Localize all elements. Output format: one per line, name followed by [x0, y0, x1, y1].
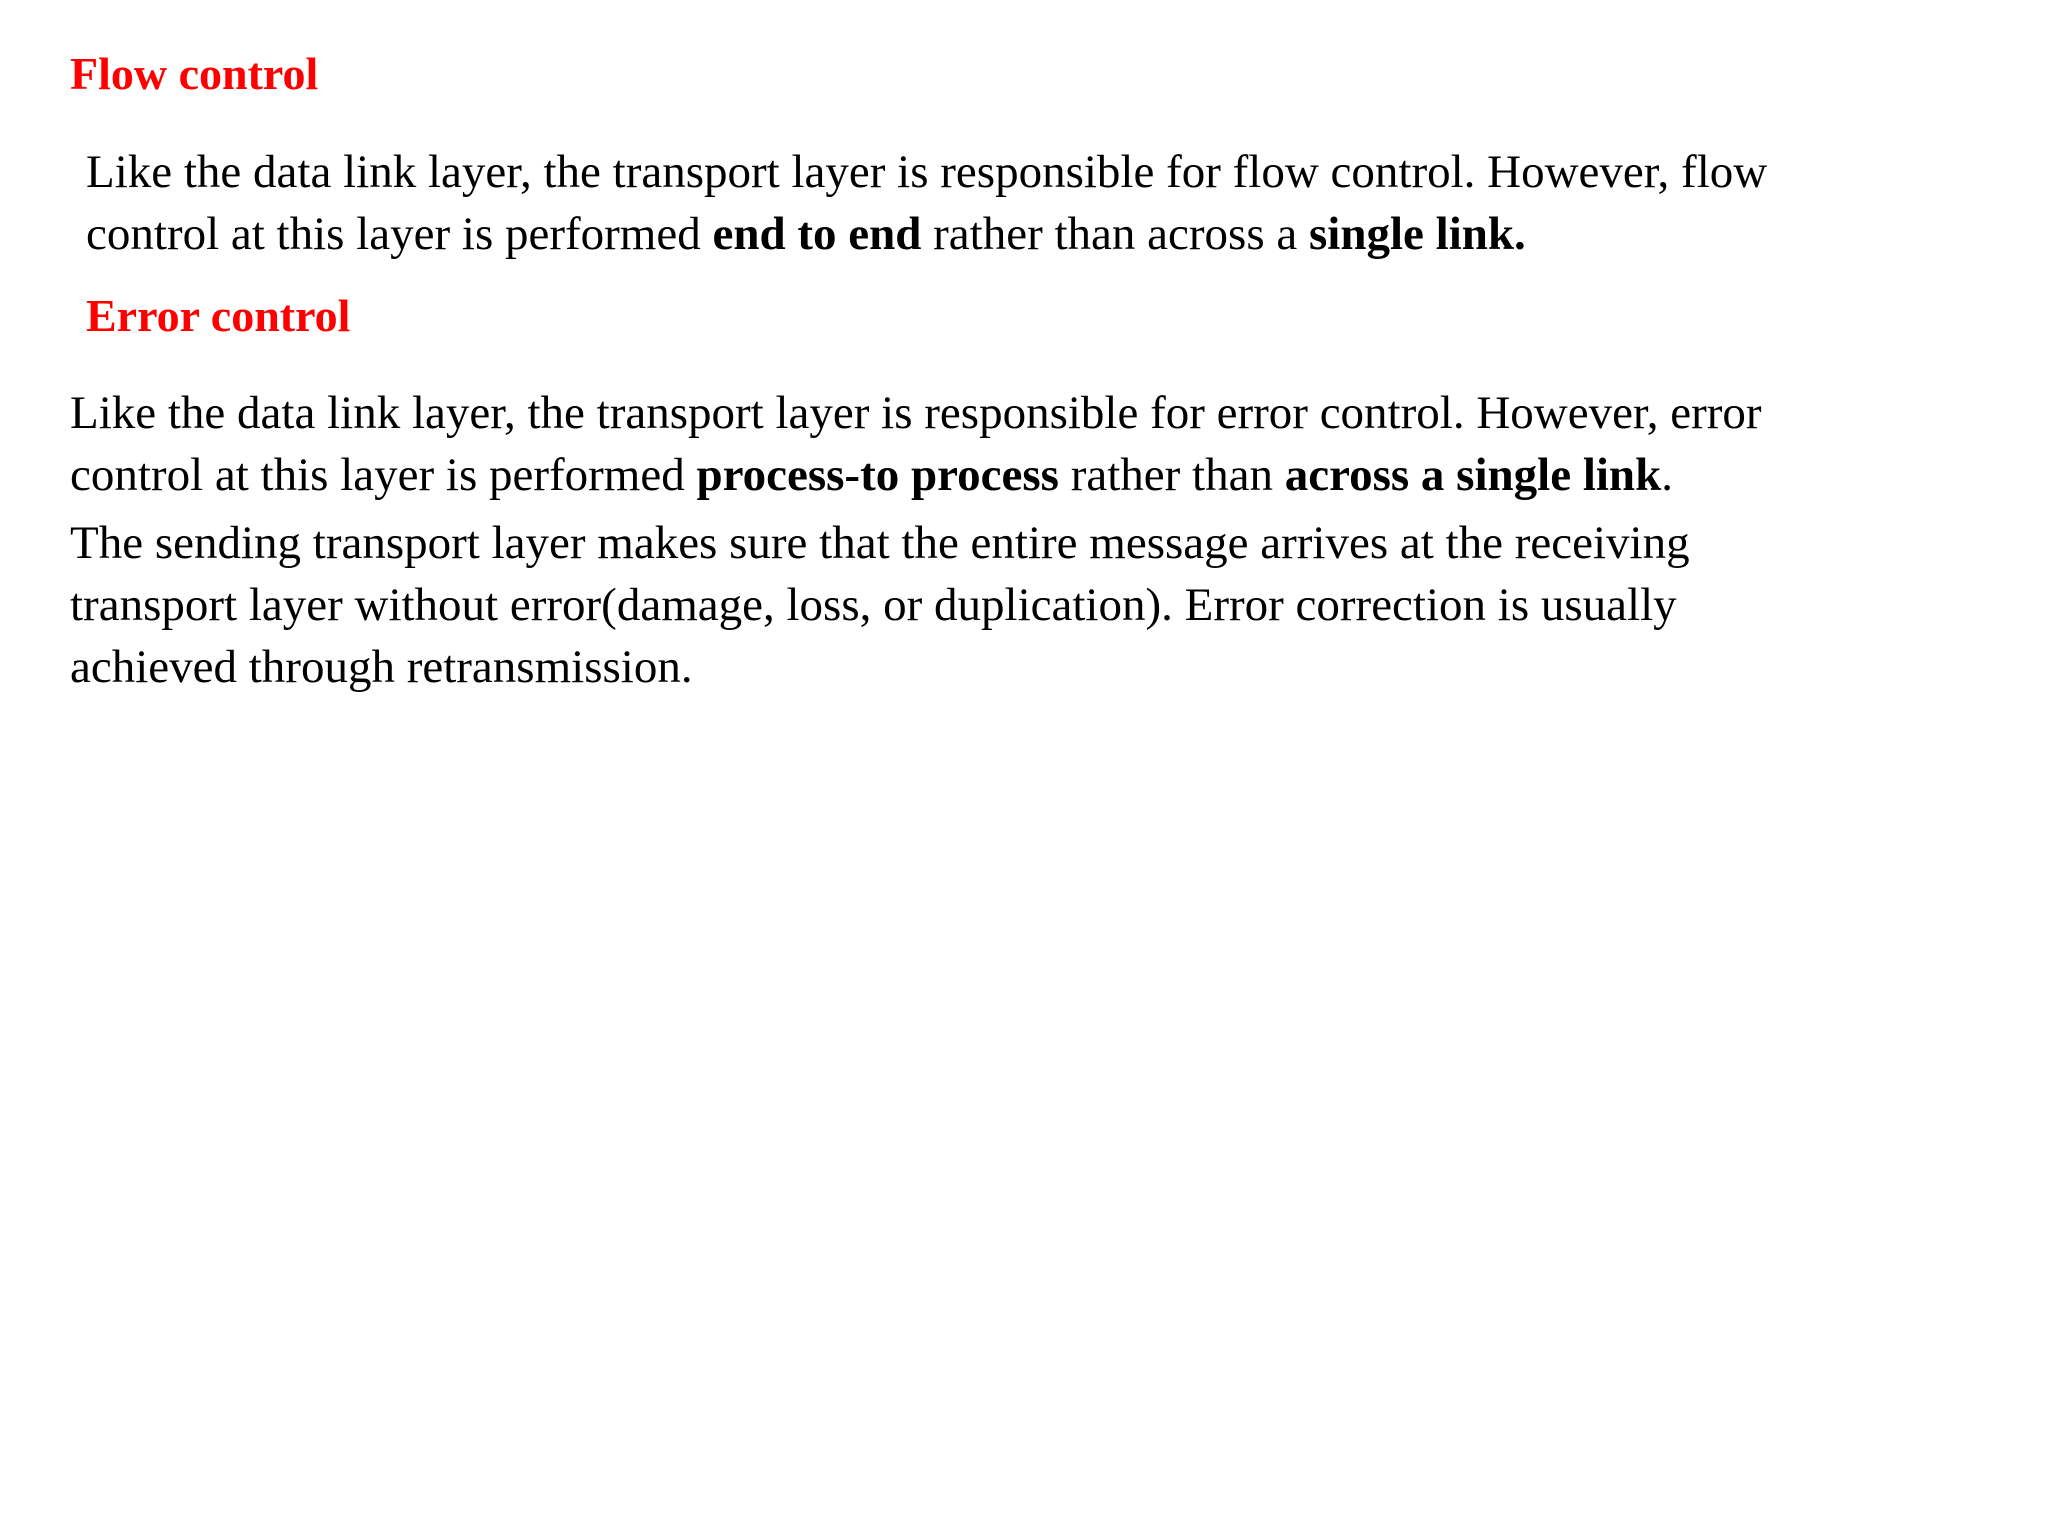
flow-bold-end-to-end: end to end — [712, 208, 922, 260]
flow-line2-text: control at this layer is performed — [86, 208, 713, 260]
error-bold-process-to-process: process-to process — [696, 449, 1059, 501]
error-control-line-2 — [70, 444, 2000, 506]
error-line2-mid: rather than — [1058, 449, 1285, 501]
flow-control-line-2 — [86, 203, 2016, 265]
flow-bold-single-link: single link. — [1308, 208, 1526, 260]
retransmission-line-1: The sending transport layer makes sure that the entire message arrives at the receiving — [70, 517, 1690, 569]
error-line2-end: . — [1661, 449, 1673, 501]
error-control-paragraph-1 — [70, 382, 2000, 506]
error-line2-text: control at this layer is performed — [70, 449, 697, 501]
error-bold-across-single-link: across a single link — [1284, 449, 1662, 501]
retransmission-line-3: achieved through retransmission. — [70, 641, 693, 693]
error-control-line-1: Like the data link layer, the transport layer is responsible for error control. However, error — [70, 387, 1762, 439]
error-control-paragraph-2 — [70, 512, 1950, 698]
error-control-heading: Error control — [86, 290, 351, 341]
flow-control-line-1: Like the data link layer, the transport layer is responsible for flow control. However, flow — [86, 146, 1768, 198]
flow-line2-mid: rather than across a — [921, 208, 1309, 260]
flow-control-paragraph — [86, 141, 2016, 265]
flow-control-heading: Flow control — [70, 48, 319, 99]
retransmission-line-2: transport layer without error(damage, loss, or duplication). Error correction is usually — [70, 579, 1677, 631]
